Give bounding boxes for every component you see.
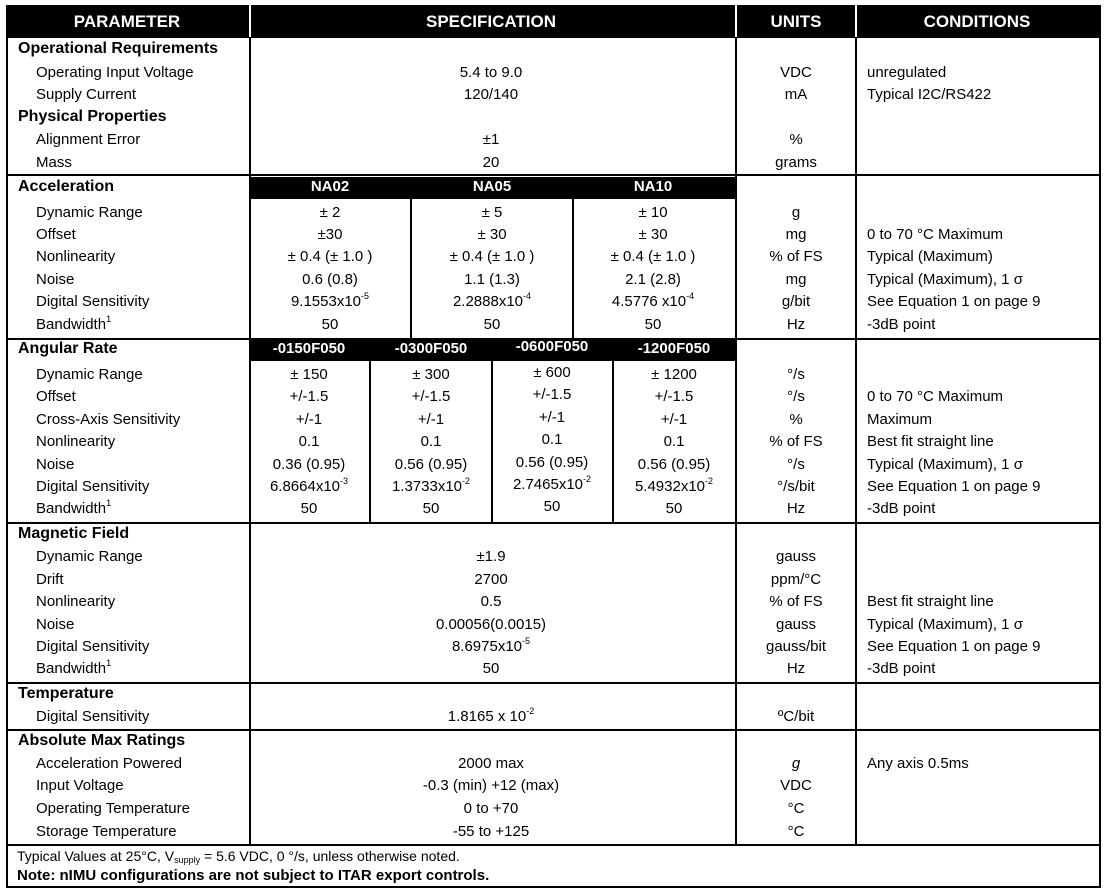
absmax-title: Absolute Max Ratings: [18, 732, 186, 749]
exponent: 1: [106, 658, 112, 668]
angular-value: +/-1: [660, 411, 688, 428]
angular-param: Dynamic Range: [36, 366, 143, 383]
operational-spec: 120/140: [463, 86, 519, 103]
angular-value: +/-1.5: [411, 388, 451, 405]
angular-value: $5.4932x10^{-2}$: [634, 476, 714, 495]
section-divider: [6, 729, 1101, 731]
angular-value: +/-1.5: [654, 388, 694, 405]
acceleration-condition: 0 to 70 °C Maximum: [867, 226, 1004, 243]
acceleration-value: $2.2888x10^{-4}$: [452, 291, 532, 310]
temperature-param: Digital Sensitivity: [36, 708, 150, 725]
angular-param: Cross-Axis Sensitivity: [36, 411, 181, 428]
magnetic-units: gauss: [775, 616, 817, 633]
angular-param: Digital Sensitivity: [36, 478, 150, 495]
absmax-param: Storage Temperature: [36, 823, 177, 840]
angular-condition: Typical (Maximum), 1 σ: [867, 456, 1023, 473]
physical-param: Alignment Error: [36, 131, 141, 148]
angular-param: Nonlinearity: [36, 433, 116, 450]
magnetic-param: Digital Sensitivity: [36, 638, 150, 655]
angular-value: $6.8664x10^{-3}$: [269, 476, 349, 495]
operational-spec: 5.4 to 9.0: [459, 64, 523, 81]
supply-subscript: supply: [174, 855, 201, 865]
acceleration-value: ± 0.4 (± 1.0 ): [287, 248, 373, 265]
acceleration-param: Digital Sensitivity: [36, 293, 150, 310]
angular-units: %: [789, 411, 803, 428]
magnetic-spec: ±1.9: [476, 548, 506, 565]
absmax-units: °C: [787, 823, 805, 840]
temperature-title: Temperature: [18, 685, 114, 702]
angular-value: 0.56 (0.95): [515, 454, 589, 471]
angular-value: 50: [543, 498, 561, 515]
magnetic-spec: 2700: [474, 571, 508, 588]
acceleration-value: ± 10: [638, 204, 668, 221]
section-divider: [6, 844, 1101, 846]
acceleration-param: Offset: [36, 226, 76, 243]
acceleration-value: ± 0.4 (± 1.0 ): [449, 248, 535, 265]
angular-model-label: -0600F050: [515, 338, 589, 355]
acceleration-value: ± 0.4 (± 1.0 ): [610, 248, 696, 265]
angular-condition: Best fit straight line: [867, 433, 994, 450]
acceleration-units: g/bit: [781, 293, 811, 310]
exponent: -2: [705, 476, 714, 486]
magnetic-units: gauss: [775, 548, 817, 565]
acceleration-units: g: [791, 204, 801, 221]
magnetic-units: % of FS: [769, 593, 823, 610]
column-divider-specification: [735, 37, 737, 845]
absmax-param: Input Voltage: [36, 777, 124, 794]
acceleration-value: 50: [644, 316, 662, 333]
acceleration-condition: Typical (Maximum): [867, 248, 993, 265]
column-divider-parameter: [249, 37, 251, 845]
acceleration-col-divider: [572, 199, 574, 339]
acceleration-col-divider: [410, 199, 412, 339]
operational-units: VDC: [780, 64, 812, 81]
angular-value: +/-1: [295, 411, 323, 428]
angular-value: 0.1: [420, 433, 442, 450]
magnetic-condition: -3dB point: [867, 660, 936, 677]
angular-value: +/-1.5: [532, 386, 572, 403]
angular-model-label: -1200F050: [637, 340, 711, 357]
exponent: -4: [523, 291, 532, 301]
acceleration-model-label: NA05: [472, 178, 512, 195]
acceleration-value: 50: [321, 316, 339, 333]
operational-condition: Typical I2C/RS422: [867, 86, 992, 103]
exponent: 1: [106, 498, 112, 508]
header-conditions: CONDITIONS: [923, 12, 1031, 31]
angular-col-divider: [612, 339, 614, 523]
footer-typical-values: Typical Values at 25°C, $V_{supply} = 5.6$ VDC, 0 °/s, unless otherwise noted.: [17, 848, 460, 865]
table-border-left: [6, 37, 8, 887]
physical-spec: ±1: [482, 131, 500, 148]
acceleration-param: Nonlinearity: [36, 248, 116, 265]
header-separator: [855, 5, 857, 38]
absmax-param: Operating Temperature: [36, 800, 190, 817]
acceleration-value: 0.6 (0.8): [302, 271, 358, 288]
absmax-spec: 0 to +70: [463, 800, 519, 817]
angular-condition: -3dB point: [867, 500, 936, 517]
angular-condition: See Equation 1 on page 9: [867, 478, 1041, 495]
angular-value: 0.56 (0.95): [637, 456, 711, 473]
acceleration-param: Dynamic Range: [36, 204, 143, 221]
acceleration-units: mg: [785, 226, 807, 243]
angular-value: $1.3733x10^{-2}$: [391, 476, 471, 495]
header-parameter: PARAMETER: [73, 12, 181, 31]
acceleration-value: ±30: [317, 226, 343, 243]
magnetic-spec: 0.00056(0.0015): [435, 616, 547, 633]
angular-title: Angular Rate: [18, 340, 118, 357]
header-separator: [735, 5, 737, 38]
exponent: -2: [526, 706, 535, 716]
acceleration-condition: -3dB point: [867, 316, 936, 333]
angular-model-label: -0300F050: [394, 340, 468, 357]
magnetic-param: Drift: [36, 571, 64, 588]
section-divider: [6, 682, 1101, 684]
magnetic-spec: 50: [482, 660, 500, 677]
magnetic-condition: Best fit straight line: [867, 593, 994, 610]
angular-value: +/-1.5: [289, 388, 329, 405]
absmax-spec: -0.3 (min) +12 (max): [422, 777, 560, 794]
angular-value: +/-1: [538, 409, 566, 426]
angular-value: $2.7465x10^{-2}$: [512, 474, 592, 493]
magnetic-units: ppm/°C: [770, 571, 822, 588]
acceleration-value: ± 5: [481, 204, 503, 221]
angular-units: °/s: [787, 456, 805, 473]
angular-col-divider: [369, 339, 371, 523]
acceleration-value: ± 30: [638, 226, 668, 243]
temperature-units: ºC/bit: [777, 708, 815, 725]
absmax-units: VDC: [780, 777, 812, 794]
operational-param: Operating Input Voltage: [36, 64, 194, 81]
acceleration-units: Hz: [786, 316, 806, 333]
acceleration-value: ± 30: [477, 226, 507, 243]
angular-value: +/-1: [417, 411, 445, 428]
operational-condition: unregulated: [867, 64, 947, 81]
exponent: -5: [361, 291, 370, 301]
angular-units: °/s: [787, 388, 805, 405]
header-units: UNITS: [770, 12, 822, 31]
header-specification: SPECIFICATION: [425, 12, 557, 31]
physical-spec: 20: [482, 154, 500, 171]
acceleration-value: 2.1 (2.8): [625, 271, 681, 288]
acceleration-value: ± 2: [319, 204, 341, 221]
acceleration-title: Acceleration: [18, 178, 115, 195]
angular-value: 0.1: [663, 433, 685, 450]
angular-condition: Maximum: [867, 411, 933, 428]
acceleration-value: $9.1553x10^{-5}$: [290, 291, 370, 310]
angular-units: °/s/bit: [777, 478, 815, 495]
table-border-right: [1099, 37, 1101, 887]
acceleration-value: 50: [483, 316, 501, 333]
angular-units: % of FS: [769, 433, 823, 450]
magnetic-spec: 0.5: [480, 593, 502, 610]
angular-value: 0.36 (0.95): [272, 456, 346, 473]
footer-itar-note: Note: nIMU configurations are not subject to ITAR export controls.: [17, 867, 490, 884]
operational-param: Supply Current: [36, 86, 137, 103]
acceleration-condition: See Equation 1 on page 9: [867, 293, 1041, 310]
angular-value: 50: [300, 500, 318, 517]
exponent: -2: [462, 476, 471, 486]
acceleration-model-label: NA10: [633, 178, 673, 195]
magnetic-condition: See Equation 1 on page 9: [867, 638, 1041, 655]
angular-param: Offset: [36, 388, 76, 405]
absmax-spec: -55 to +125: [452, 823, 530, 840]
magnetic-title: Magnetic Field: [18, 525, 130, 542]
operational-units: mA: [784, 86, 808, 103]
acceleration-model-label: NA02: [310, 178, 350, 195]
angular-value: 0.1: [298, 433, 320, 450]
angular-value: ± 600: [533, 364, 571, 381]
acceleration-value: 1.1 (1.3): [464, 271, 520, 288]
temperature-spec: 1.8165 x $10^{-2}$: [447, 706, 535, 725]
angular-value: 0.56 (0.95): [394, 456, 468, 473]
angular-model-label: -0150F050: [272, 340, 346, 357]
magnetic-param: Bandwidth$^1$: [36, 658, 112, 677]
angular-value: 50: [422, 500, 440, 517]
absmax-param: Acceleration Powered: [36, 755, 182, 772]
acceleration-condition: Typical (Maximum), 1 σ: [867, 271, 1023, 288]
exponent: -3: [340, 476, 349, 486]
column-divider-units: [855, 37, 857, 845]
absmax-condition: Any axis 0.5ms: [867, 755, 969, 772]
magnetic-units: Hz: [786, 660, 806, 677]
section-divider: [6, 522, 1101, 524]
magnetic-param: Nonlinearity: [36, 593, 116, 610]
physical-title: Physical Properties: [18, 108, 167, 125]
acceleration-units: mg: [785, 271, 807, 288]
exponent: -4: [686, 291, 695, 301]
angular-units: Hz: [786, 500, 806, 517]
angular-value: ± 150: [290, 366, 328, 383]
physical-units: %: [789, 131, 803, 148]
angular-value: 0.1: [541, 431, 563, 448]
header-separator: [249, 5, 251, 38]
magnetic-spec: $8.6975x10^{-5}$: [451, 636, 531, 655]
acceleration-param: Bandwidth$^1$: [36, 314, 112, 333]
absmax-units: g: [791, 755, 801, 772]
magnetic-param: Dynamic Range: [36, 548, 143, 565]
angular-value: ± 300: [412, 366, 450, 383]
acceleration-units: % of FS: [769, 248, 823, 265]
absmax-units: °C: [787, 800, 805, 817]
angular-value: 50: [665, 500, 683, 517]
physical-param: Mass: [36, 154, 72, 171]
magnetic-units: gauss/bit: [765, 638, 827, 655]
section-divider: [6, 174, 1101, 176]
magnetic-condition: Typical (Maximum), 1 σ: [867, 616, 1023, 633]
angular-param: Bandwidth$^1$: [36, 498, 112, 517]
angular-param: Noise: [36, 456, 75, 473]
absmax-spec: 2000 max: [458, 755, 524, 772]
angular-col-divider: [491, 339, 493, 523]
angular-condition: 0 to 70 °C Maximum: [867, 388, 1004, 405]
angular-units: °/s: [787, 366, 805, 383]
exponent: -2: [583, 474, 592, 484]
table-border-bottom: [6, 886, 1101, 888]
exponent: -5: [522, 636, 531, 646]
angular-value: ± 1200: [651, 366, 697, 383]
exponent: 1: [106, 314, 112, 324]
operational-title: Operational Requirements: [18, 40, 219, 57]
acceleration-param: Noise: [36, 271, 75, 288]
acceleration-value: 4.5776 $x10^{-4}$: [611, 291, 695, 310]
physical-units: grams: [775, 154, 817, 171]
magnetic-param: Noise: [36, 616, 75, 633]
